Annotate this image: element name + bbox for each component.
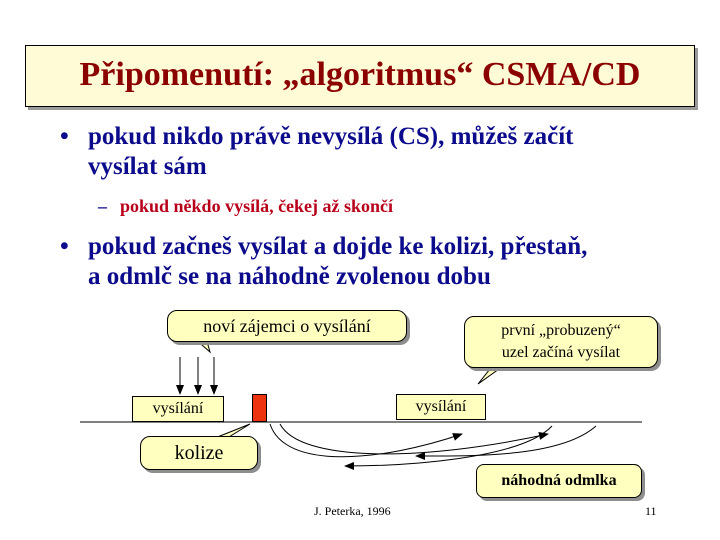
callout-new-tail-cover: [195, 336, 205, 340]
transmission-box-left: [132, 396, 224, 422]
callout-first-awake: [464, 316, 658, 368]
collision-block: [252, 394, 267, 422]
transmission-box-right: [396, 394, 486, 420]
bullet-dot-2: •: [60, 233, 69, 260]
sub-bullet-dash: –: [98, 196, 107, 216]
backoff-curve-2: [280, 424, 548, 454]
transmission-box-left-text: vysílání: [152, 400, 204, 417]
footer-author: J. Peterka, 1996: [314, 504, 391, 518]
sub-bullet-text: pokud někdo vysílá, čekej až skončí: [120, 196, 394, 216]
callout-collision-text: kolize: [174, 442, 224, 464]
random-backoff-box: [476, 464, 642, 498]
callout-first-line-1: první „probuzený“: [501, 322, 621, 339]
callout-collision: [140, 436, 258, 470]
footer-page-number: 11: [645, 504, 657, 518]
bullet-1-line-2: vysílat sám: [88, 153, 207, 180]
bullet-dot-1: •: [60, 123, 69, 150]
backoff-curve-3: [345, 426, 552, 466]
random-backoff-text: náhodná odmlka: [501, 472, 617, 489]
slide-title: Připomenutí: „algoritmus“ CSMA/CD: [79, 56, 641, 93]
transmission-box-right-text: vysílání: [415, 398, 467, 415]
callout-first-tail-cover: [493, 362, 505, 366]
bullet-2-line-2: a odmlč se na náhodně zvolenou dobu: [88, 263, 491, 290]
bullet-2-line-1: pokud začneš vysílat a dojde ke kolizi, přestaň,: [88, 233, 588, 260]
callout-first-line-2: uzel začíná vysílat: [501, 344, 621, 361]
callout-new-stations-text: noví zájemci o vysílání: [203, 316, 371, 336]
bullet-1-line-1: pokud nikdo právě nevysílá (CS), můžeš začít: [88, 123, 574, 150]
